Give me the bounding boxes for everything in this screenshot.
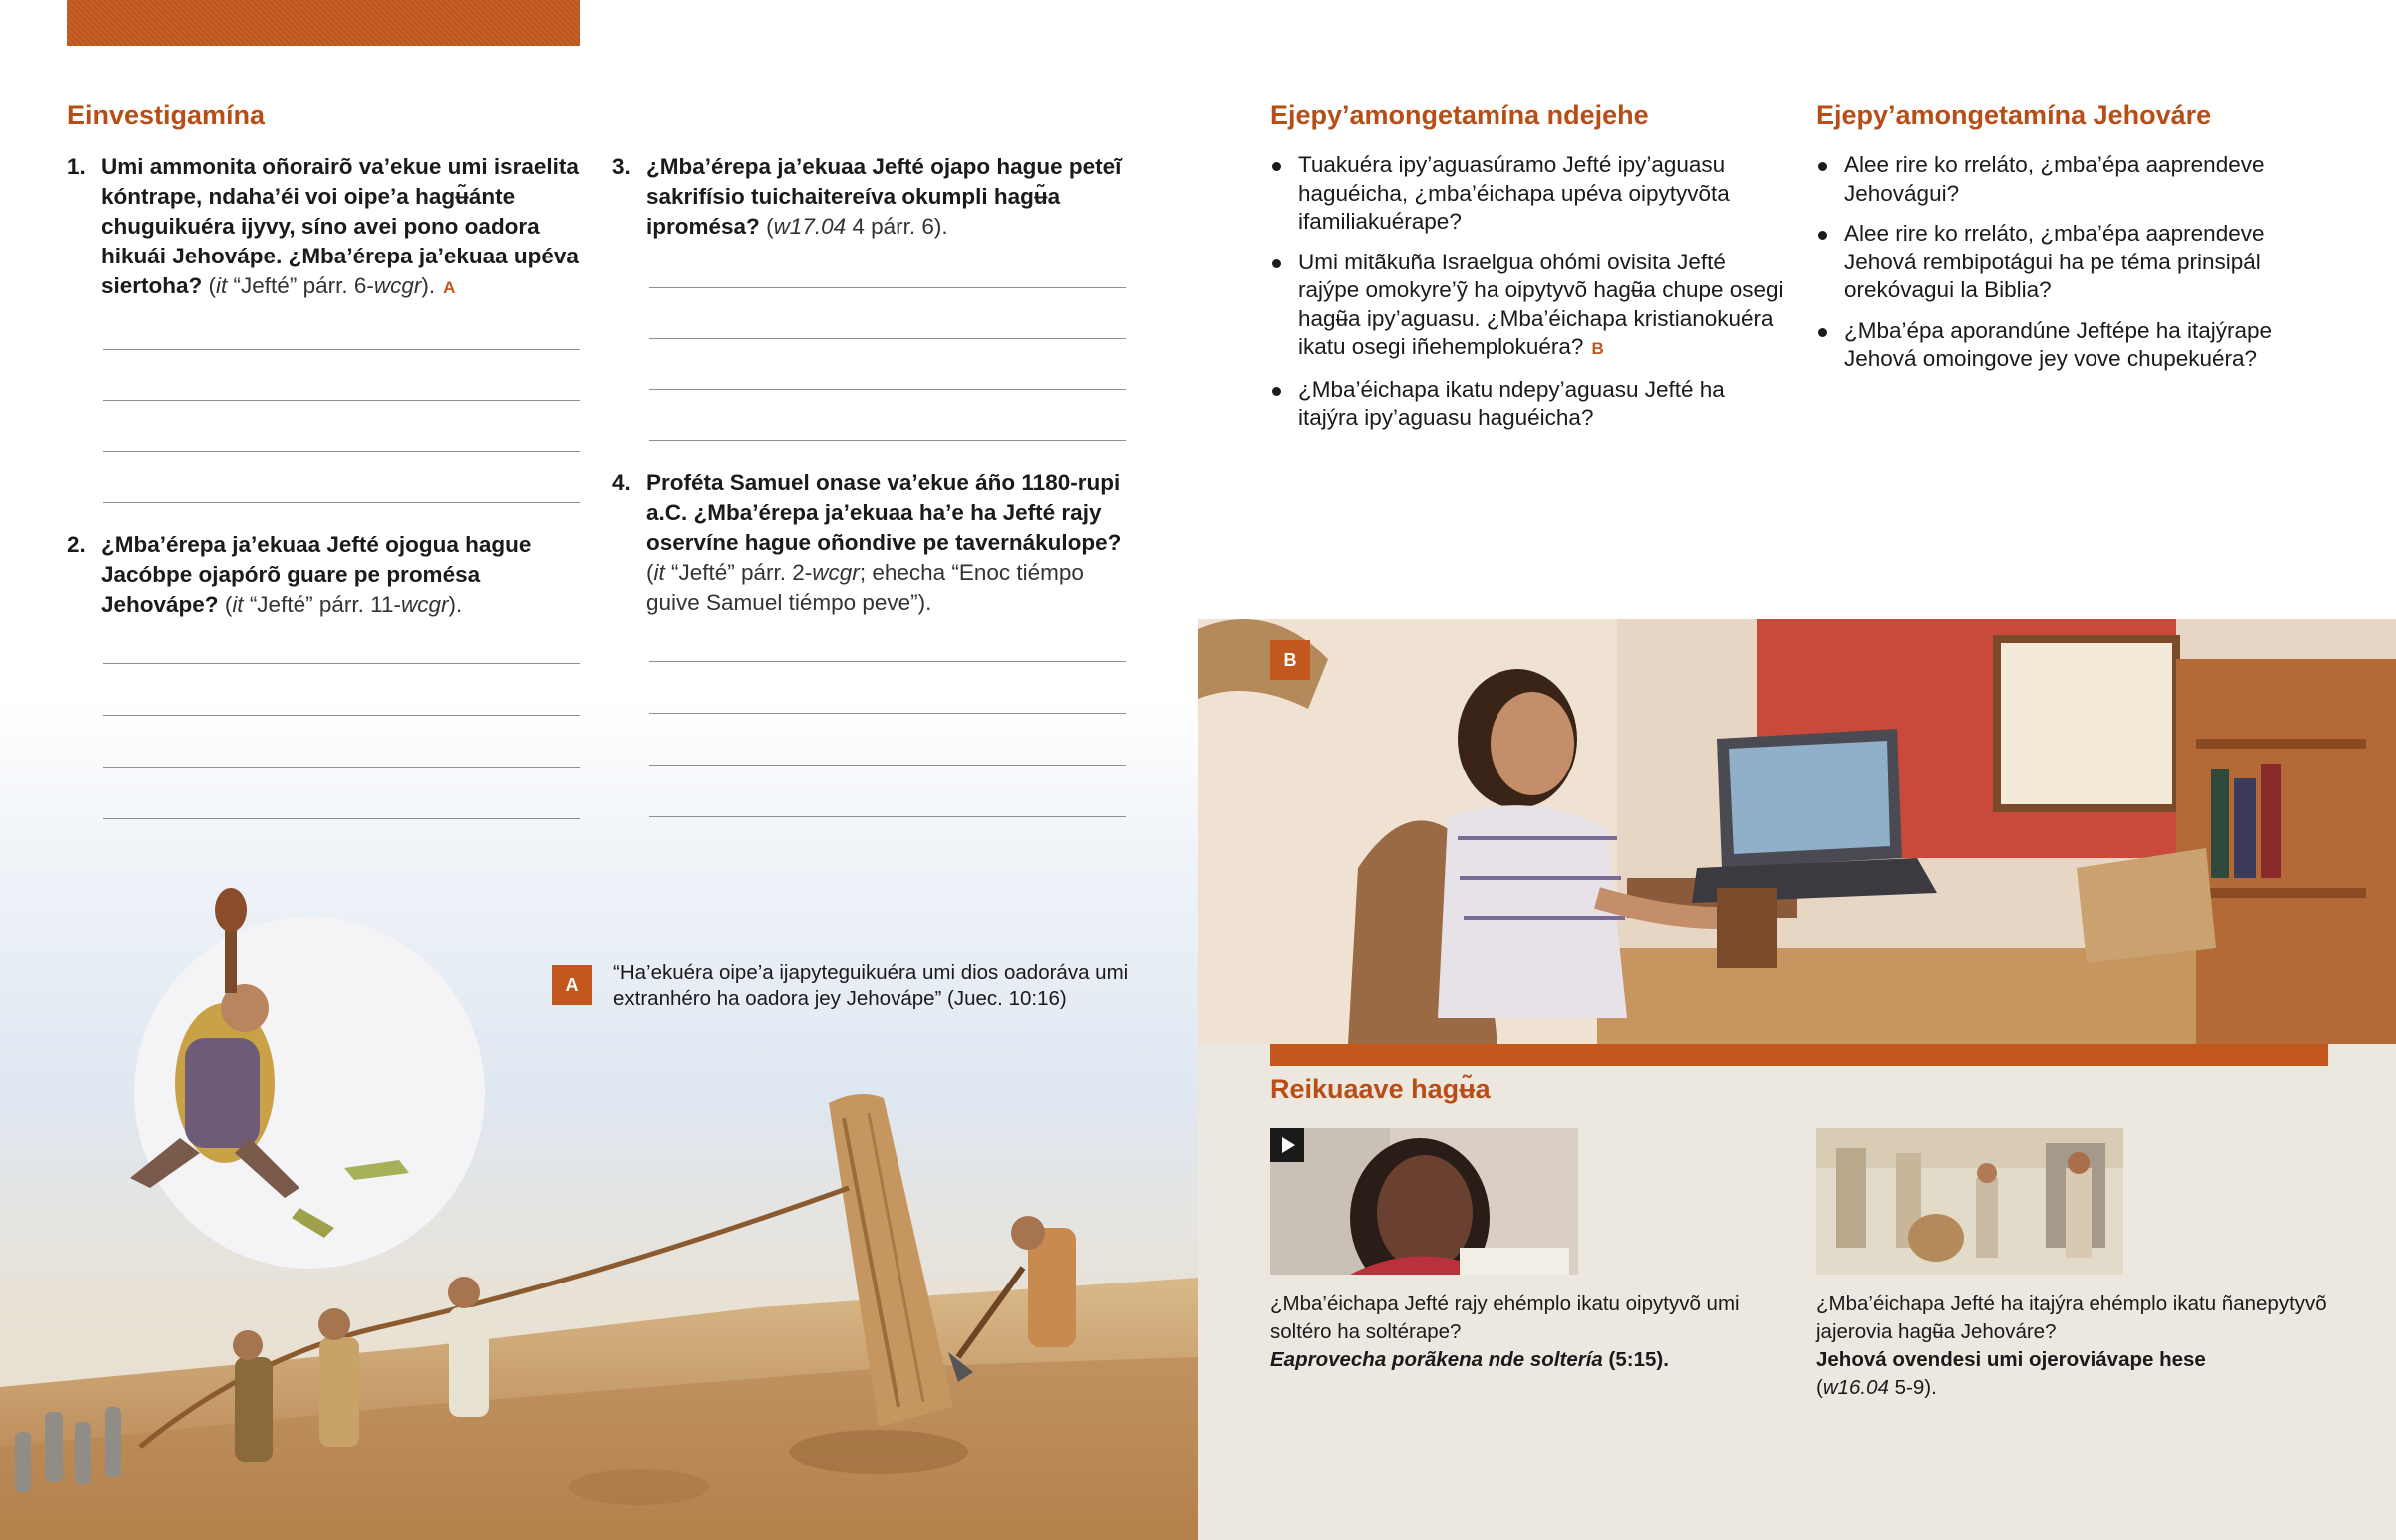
photo-b [1198,619,2396,1044]
answer-line[interactable] [649,713,1126,714]
play-icon [1282,1137,1295,1153]
question-2-text: ¿Mba’érepa ja’ekuaa Jefté ojogua hague Jacóbpe ojapórõ guare pe promésa Jehovápe? [101,532,532,617]
video-thumbnail[interactable] [1270,1128,1578,1275]
article-thumbnail[interactable] [1816,1128,2123,1275]
window [1997,639,2176,808]
answer-line[interactable] [103,767,580,768]
answer-line[interactable] [103,349,580,350]
further-study-left-link[interactable]: Eaprovecha porãkena nde soltería (5:15). [1270,1348,1669,1371]
parcel-box [2077,848,2216,963]
question-2-number: 2. [67,532,86,557]
question-4-text: Proféta Samuel onase va’ekue áño 1180-rupi a.C. ¿Mba’érepa ja’ekuaa ha’e ha Jefté rajy oservíne hague oñondive pe tavernákulope? [646,470,1122,555]
further-study-heading: Reikuaave hagʉ̃a [1270,1074,1491,1104]
question-3 [612,152,1126,242]
question-3-number: 3. [612,154,631,179]
question-4 [612,468,1126,618]
reflect-jehovah-list [1816,151,2335,386]
image-a-marker: A [443,278,456,297]
question-3-text: ¿Mba’érepa ja’ekuaa Jefté ojapo hague peteĩ sakrifísio tuichaitereíva okumpli hagʉ̃a ipromésa? [646,154,1122,239]
reflect-self-item: Tuakuéra ipy’aguasúramo Jefté ipy’aguasu haguéicha, ¿mba’éichapa upéva oipytyvõta ifamiliakuérape? [1270,151,1789,237]
further-study-right-reference: (w16.04 5-9). [1816,1376,1937,1399]
question-1 [67,152,581,303]
question-4-reference: (it “Jefté” párr. 2-wcgr; ehecha “Enoc tiémpo guive Samuel tiémpo peve”). [646,560,1084,615]
question-2-reference: (it “Jefté” párr. 11-wcgr). [224,592,463,617]
question-3-reference: (w17.04 4 párr. 6). [766,214,948,239]
header-texture-band [67,0,580,46]
caption-a-badge: A [552,965,592,1005]
reflect-jehovah-heading: Ejepy’amongetamína Jehováre [1816,100,2212,130]
bookshelf [2176,659,2396,1044]
reflect-self-item: Umi mitãkuña Israelgua ohómi ovisita Jefté rajýpe omokyre’ỹ ha oipytyvõ hagʉ̃a chupe osegi hagʉ̃a ipy’aguasu. ¿Mba’éichapa kristianokuéra ikatu osegi iñehemplokuéra? B [1270,249,1789,364]
caption-a-text: “Ha’ekuéra oipe’a ijapyteguikuéra umi dios oadoráva umi extranhéro ha oadora jey Jehovápe” (Juec. 10:16) [613,961,1129,1010]
illustration-a [0,888,1198,1540]
reflect-jehovah-item: ¿Mba’épa aporandúne Jeftépe ha itajýrape Jehová omoingove jey vove chupekuéra? [1816,317,2335,374]
question-1-reference: (it “Jefté” párr. 6-wcgr). [208,273,436,298]
question-2 [67,530,581,620]
answer-line[interactable] [103,818,580,819]
image-b-marker: B [1591,339,1604,358]
further-study-bar [1270,1044,2328,1066]
further-study-left-question: ¿Mba’éichapa Jefté rajy ehémplo ikatu oipytyvõ umi soltéro ha soltérape? [1270,1292,1740,1343]
question-4-number: 4. [612,470,631,495]
reflect-self-item: ¿Mba’éichapa ikatu ndepy’aguasu Jefté ha itajýra ipy’aguasu haguéicha? [1270,376,1789,433]
further-study-right-link[interactable]: Jehová ovendesi umi ojeroviávape hese [1816,1348,2206,1371]
coffee-package [1717,888,1777,968]
answer-line[interactable] [103,502,580,503]
further-study-right [1816,1290,2335,1402]
question-1-number: 1. [67,154,86,179]
investigate-heading: Einvestigamína [67,100,266,130]
answer-line[interactable] [103,663,580,664]
desk [1597,948,2196,1044]
reflect-self-list [1270,151,1789,445]
play-video-button[interactable] [1270,1128,1304,1162]
answer-line[interactable] [649,816,1126,817]
reflect-self-heading: Ejepy’amongetamína ndejehe [1270,100,1649,130]
answer-line[interactable] [649,389,1126,390]
answer-line[interactable] [649,440,1126,441]
answer-line[interactable] [649,287,1126,288]
photo-b-badge: B [1270,640,1310,680]
answer-line[interactable] [649,338,1126,339]
answer-line[interactable] [103,400,580,401]
answer-line[interactable] [103,451,580,452]
answer-line[interactable] [103,715,580,716]
answer-line[interactable] [649,765,1126,766]
reflect-jehovah-item: Alee rire ko rreláto, ¿mba’épa aaprendeve Jehovágui? [1816,151,2335,208]
reflect-jehovah-item: Alee rire ko rreláto, ¿mba’épa aaprendeve Jehová rembipotágui ha pe téma prinsipál orekóvagui la Biblia? [1816,220,2335,305]
question-1-text: Umi ammonita oñorairõ va’ekue umi israelita kóntrape, ndaha’éi voi oipe’a hagʉ̃ánte chuguikuéra ijyvy, síno avei pono oadora hikuái Jehovápe. ¿Mba’érepa ja’ekuaa upéva siertoha? [101,154,579,298]
answer-line[interactable] [649,661,1126,662]
further-study-left [1270,1290,1769,1374]
further-study-right-question: ¿Mba’éichapa Jefté ha itajýra ehémplo ikatu ñanepytyvõ jajerovia hagʉ̃a Jehováre? [1816,1292,2327,1343]
